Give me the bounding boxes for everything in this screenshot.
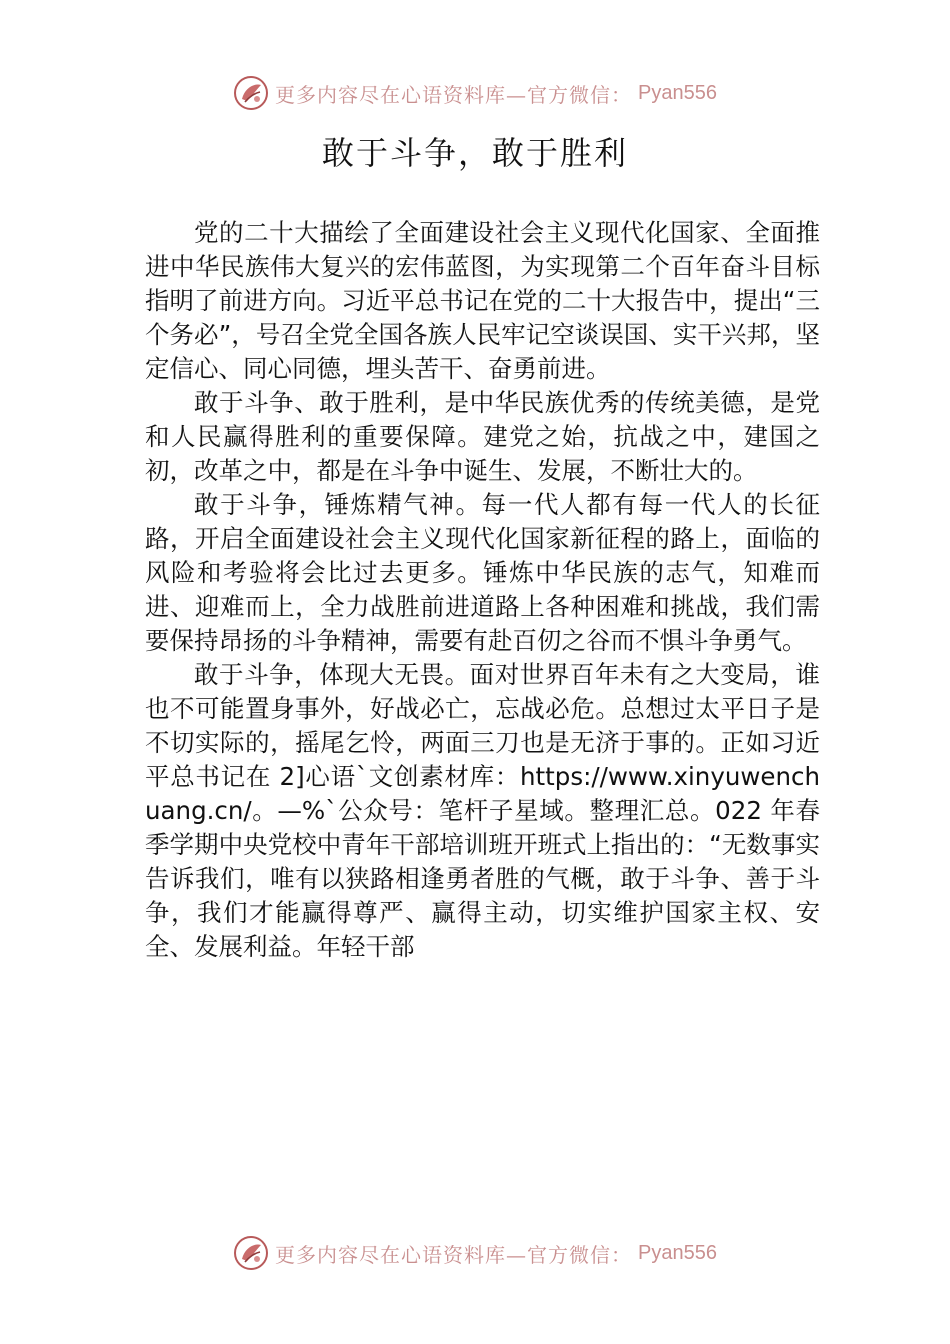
paragraph: 敢于斗争，体现大无畏。面对世界百年未有之大变局，谁也不可能置身事外，好战必亡，忘战必危。总想过太平日子是不切实际的，摇尾乞怜，两面三刀也是无济于事的。正如习近平总书记在 2]心语`文创素材库：https://www.xinyuwenchuang.cn/。—%`公众号：笔杆子星域。整理汇总。022 年春季学期中央党校中青年干部培训班开班式上指出的：“无数事实告诉我们，唯有以狭路相逢勇者胜的气概，敢于斗争、善于斗争，我们才能赢得尊严、赢得主动，切实维护国家主权、安全、发展利益。年轻干部 (145, 660, 820, 961)
library-logo-icon (233, 1235, 269, 1271)
paragraph: 党的二十大描绘了全面建设社会主义现代化国家、全面推进中华民族伟大复兴的宏伟蓝图，为实现第二个百年奋斗目标指明了前进方向。习近平总书记在党的二十大报告中，提出“三个务必”，号召全党全国各族人民牢记空谈误国、实干兴邦，坚定信心、同心同德，埋头苦干、奋勇前进。 (145, 218, 820, 383)
watermark-wechat-id: Pyan556 (638, 1241, 717, 1264)
watermark-text: 更多内容尽在心语资料库—官方微信： (275, 82, 633, 107)
watermark-text: 更多内容尽在心语资料库—官方微信： (275, 1242, 633, 1267)
document-title: 敢于斗争，敢于胜利 (321, 134, 628, 172)
footer-watermark (0, 1231, 950, 1275)
library-logo-icon (233, 75, 269, 111)
header-watermark (0, 71, 950, 115)
document-body (145, 216, 820, 964)
paragraph: 敢于斗争，锤炼精气神。每一代人都有每一代人的长征路，开启全面建设社会主义现代化国家新征程的路上，面临的风险和考验将会比过去更多。锤炼中华民族的志气，知难而进、迎难而上，全力战胜前进道路上各种困难和挑战，我们需要保持昂扬的斗争精神，需要有赴百仞之谷而不惧斗争勇气。 (145, 490, 820, 655)
paragraph: 敢于斗争、敢于胜利，是中华民族优秀的传统美德，是党和人民赢得胜利的重要保障。建党之始，抗战之中，建国之初，改革之中，都是在斗争中诞生、发展，不断壮大的。 (145, 388, 820, 485)
watermark-wechat-id: Pyan556 (638, 81, 717, 104)
